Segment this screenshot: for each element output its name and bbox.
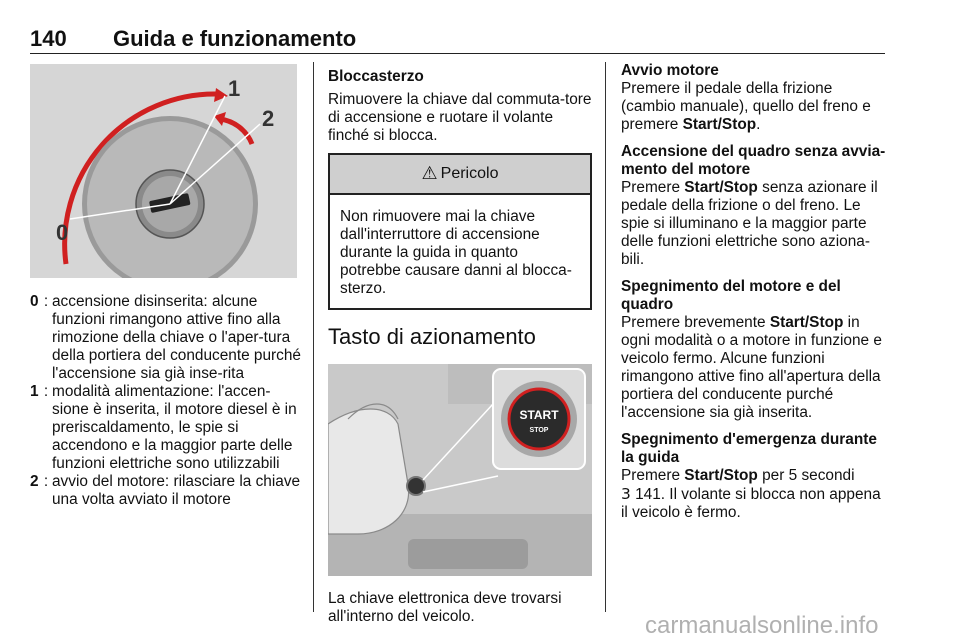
block-text — [621, 467, 891, 522]
block-text — [621, 179, 891, 269]
section-heading-tasto: Tasto di azionamento — [328, 324, 536, 349]
definition-text: avvio del motore: rilasciare la chiave una volta avviato il motore — [52, 473, 301, 508]
block-text — [621, 314, 891, 422]
figure-label-2: 2 — [262, 106, 275, 131]
definition-item — [30, 383, 302, 473]
text-part: . — [756, 116, 761, 133]
block-spegnimento-emergenza — [621, 431, 891, 522]
column-1 — [30, 62, 302, 509]
block-title: Spegnimento del motore e del quadro — [621, 278, 841, 313]
text-part: Premere — [621, 179, 685, 196]
block-text — [621, 80, 891, 134]
block-title: Accensione del quadro senza avvia-mento del motore — [621, 143, 886, 178]
start-stop-term: Start/Stop — [682, 116, 757, 133]
page-ref-arrow-icon: 3 — [621, 485, 631, 503]
definition-separator: : — [43, 383, 49, 400]
section-title-bloccasterzo: Bloccasterzo — [328, 68, 424, 85]
watermark: carmanualsonline.info — [645, 612, 879, 639]
stop-label: STOP — [529, 427, 549, 434]
start-button-figure — [328, 364, 592, 576]
warning-title: Pericolo — [440, 165, 499, 182]
definition-text: modalità alimentazione: l'accen-sione è inserita, il motore diesel è in preriscaldamento, le spie si accendono e la maggior parte delle funzioni elettriche sono utilizzabili — [52, 383, 297, 472]
start-label: START — [519, 408, 559, 422]
definition-item — [30, 293, 302, 383]
definition-key: 2 — [30, 473, 39, 490]
page-number: 140 — [30, 26, 67, 51]
section-text-bloccasterzo: Rimuovere la chiave dal commuta-tore di accensione e ruotare il volante finché si blocca. — [328, 91, 592, 144]
column-divider-1 — [313, 62, 314, 612]
definition-separator: : — [43, 293, 49, 310]
text-part: senza azionare il pedale della frizione o del freno. Le spie si illuminano e la maggior parte delle funzioni elettriche sono aziona-bili. — [621, 179, 878, 268]
block-accensione-quadro — [621, 143, 891, 269]
definition-key: 0 — [30, 293, 39, 310]
figure-label-1: 1 — [228, 76, 241, 101]
start-stop-term: Start/Stop — [684, 179, 758, 196]
warning-box — [328, 153, 592, 310]
text-part: Premere il pedale della frizione (cambio manuale), quello del freno e premere — [621, 80, 871, 133]
page-reference-text[interactable]: 141. Il volante si blocca non appena il veicolo è fermo. — [621, 486, 881, 521]
page-header — [30, 24, 885, 54]
start-stop-term: Start/Stop — [769, 314, 844, 331]
warning-header — [330, 155, 590, 195]
definition-separator: : — [43, 473, 49, 490]
ignition-switch-illustration — [30, 64, 297, 278]
warning-triangle-icon: ⚠ — [421, 163, 438, 184]
text-part: in ogni modalità o a motore in funzione e veicolo fermo. Alcune funzioni rimangono attive fino all'apertura della portiera del conducente purché l'accensione sia già inserita. — [621, 314, 882, 421]
text-part: Premere brevemente — [621, 314, 770, 331]
definition-item — [30, 473, 302, 509]
definition-key: 1 — [30, 383, 39, 400]
definition-text: accensione disinserita: alcune funzioni rimangono attive fino alla rimozione della chiave o l'aper-tura della portiera del conducente purché l'accensione sia già inse-rita — [52, 293, 301, 382]
position-definitions — [30, 293, 302, 509]
text-part: Premere — [621, 467, 685, 484]
warning-text: Non rimuovere mai la chiave dall'interruttore di accensione durante la guida in quanto potrebbe causare danni al blocca-sterzo. — [340, 208, 572, 297]
page-title: Guida e funzionamento — [113, 26, 357, 51]
start-stop-term: Start/Stop — [684, 467, 758, 484]
block-avvio-motore — [621, 62, 891, 134]
column-divider-2 — [605, 62, 606, 612]
column-2 — [328, 62, 592, 626]
block-spegnimento-motore — [621, 278, 891, 422]
start-button-illustration — [328, 364, 592, 576]
block-title: Spegnimento d'emergenza durante la guida — [621, 431, 877, 466]
ignition-switch-figure — [30, 64, 297, 278]
figure-caption: La chiave elettronica deve trovarsi all'interno del veicolo. — [328, 590, 562, 625]
column-3 — [621, 62, 891, 531]
block-title: Avvio motore — [621, 62, 719, 79]
figure-label-0: 0 — [56, 220, 69, 245]
text-part: per 5 secondi — [757, 467, 855, 484]
